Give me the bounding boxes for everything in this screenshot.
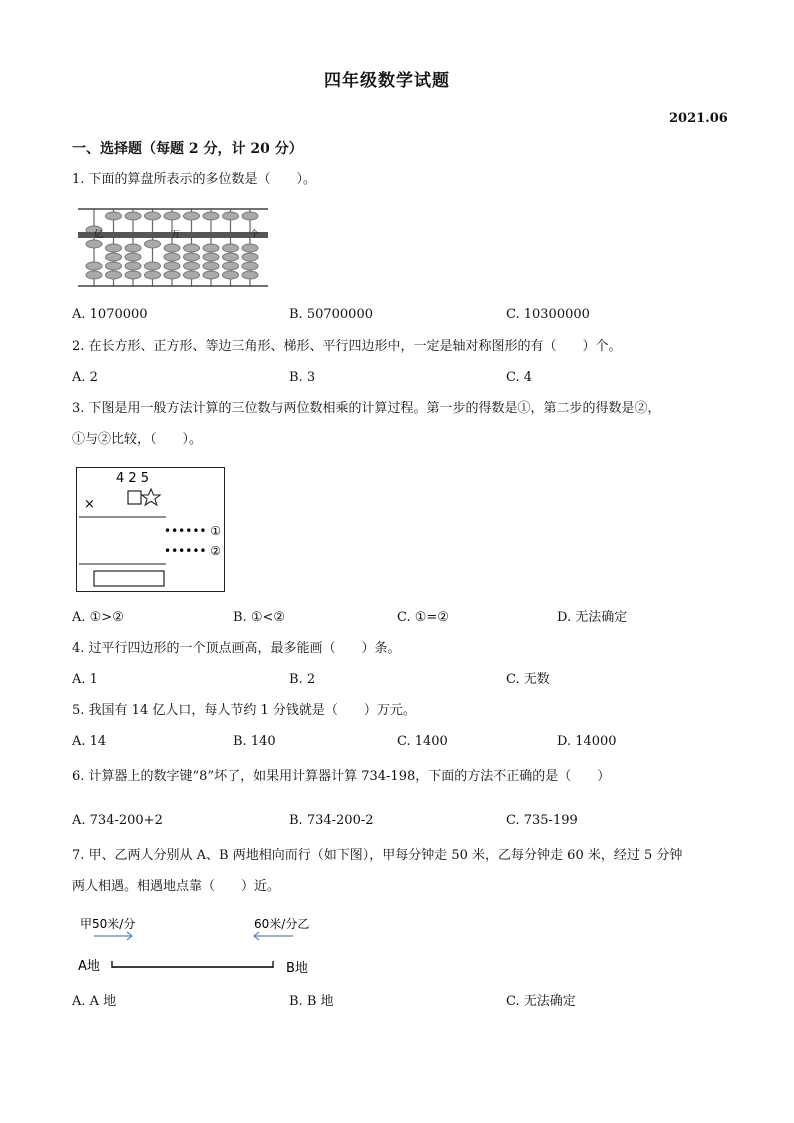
abacus-bead [242,253,258,261]
question-3-option-b: B. ①<② [233,610,286,625]
abacus-mark-ge: 个 [250,230,260,240]
question-4-option-b: B. 2 [289,672,316,687]
abacus-mark-wan: 万 [171,230,181,240]
question-4-option-c: C. 无数 [506,672,550,687]
times-sign: × [84,497,95,512]
question-7-option-b: B. B 地 [289,994,334,1009]
abacus-bead [223,212,239,220]
abacus-bead [86,240,102,248]
abacus-bead [242,262,258,270]
abacus-bead [223,244,239,252]
question-6-stem: 6. 计算器上的数字键“8”坏了，如果用计算器计算 734-198，下面的方法不正确的是（ ） [72,769,611,784]
abacus-bead [106,253,122,261]
page-title: 四年级数学试题 [324,71,450,91]
abacus-bead [145,212,161,220]
abacus-bead [145,271,161,279]
abacus-bead [164,271,180,279]
step-2-line: •••••• ② [164,544,222,558]
abacus-bead [242,244,258,252]
abacus-bead [242,212,258,220]
abacus-bead [145,262,161,270]
abacus-bead [164,212,180,220]
question-5-option-b: B. 140 [233,734,276,749]
abacus-bead [184,262,200,270]
abacus-bead [184,212,200,220]
abacus-figure [78,208,268,288]
abacus-bead [223,253,239,261]
abacus-bead [242,271,258,279]
abacus-bead [223,271,239,279]
jia-speed-label: 甲50米/分 [80,917,136,931]
abacus-bead [203,262,219,270]
question-5-option-a: A. 14 [72,734,107,749]
question-5-option-c: C. 1400 [397,734,448,749]
point-a-label: A地 [78,959,100,974]
abacus-bead [86,271,102,279]
question-3-option-c: C. ①=② [397,610,449,625]
abacus-bead [184,253,200,261]
question-1-stem: 1. 下面的算盘所表示的多位数是（ ）。 [72,172,317,187]
abacus-bead [184,244,200,252]
abacus-mark-yi: 亿 [94,230,104,240]
question-4-option-a: A. 1 [72,672,98,687]
yi-speed-label: 60米/分乙 [254,917,310,931]
square-icon [128,491,141,504]
question-2-option-a: A. 2 [72,370,98,385]
abacus-bead [86,262,102,270]
abacus-bead [145,240,161,248]
question-7-stem-cont: 两人相遇。相遇地点靠（ ）近。 [72,879,281,894]
multiplicand: 4 2 5 [116,471,150,486]
question-4-stem: 4. 过平行四边形的一个顶点画高，最多能画（ ）条。 [72,641,401,656]
abacus-bead [203,271,219,279]
section-heading: 一、选择题（每题 2 分，计 20 分） [72,141,303,157]
question-5-option-d: D. 14000 [557,734,617,749]
question-6-option-b: B. 734-200-2 [289,813,374,828]
abacus-bead [164,244,180,252]
abacus-bead [106,212,122,220]
question-5-stem: 5. 我国有 14 亿人口，每人节约 1 分钱就是（ ）万元。 [72,703,416,718]
point-b-label: B地 [286,961,308,976]
question-2-option-b: B. 3 [289,370,316,385]
abacus-bead [106,262,122,270]
question-2-stem: 2. 在长方形、正方形、等边三角形、梯形、平行四边形中，一定是轴对称图形的有（ ）个。 [72,339,622,354]
question-1-option-b: B. 50700000 [289,307,373,322]
result-box [94,571,164,586]
abacus-bead [203,212,219,220]
abacus-bead [203,253,219,261]
question-3-option-a: A. ①>② [72,610,124,625]
question-3-stem: 3. 下图是用一般方法计算的三位数与两位数相乘的计算过程。第一步的得数是①，第二步的得数是②， [72,401,661,416]
route-figure [78,912,318,980]
abacus-bead [184,271,200,279]
abacus-bead [125,253,141,261]
abacus-bead [203,244,219,252]
abacus-bead [164,262,180,270]
star-icon [142,489,160,505]
abacus-bead [125,271,141,279]
question-3-option-d: D. 无法确定 [557,610,628,625]
exam-date: 2021.06 [669,111,728,126]
abacus-bead [164,253,180,261]
question-6-option-a: A. 734-200+2 [72,813,163,828]
abacus-bead [106,244,122,252]
question-3-stem-cont: ①与②比较，（ ）。 [72,432,203,447]
question-7-option-c: C. 无法确定 [506,994,576,1009]
question-6-option-c: C. 735-199 [506,813,578,828]
abacus-bead [125,244,141,252]
question-7-option-a: A. A 地 [72,994,117,1009]
abacus-bead [125,212,141,220]
abacus-bead [125,262,141,270]
question-7-stem: 7. 甲、乙两人分别从 A、B 两地相向而行（如下图），甲每分钟走 50 米，乙每分钟走 60 米，经过 5 分钟 [72,848,683,863]
multiplication-figure [76,467,226,593]
abacus-bead [223,262,239,270]
question-1-option-c: C. 10300000 [506,307,590,322]
step-1-line: •••••• ① [164,524,222,538]
question-1-option-a: A. 1070000 [72,307,148,322]
question-2-option-c: C. 4 [506,370,533,385]
abacus-bead [106,271,122,279]
